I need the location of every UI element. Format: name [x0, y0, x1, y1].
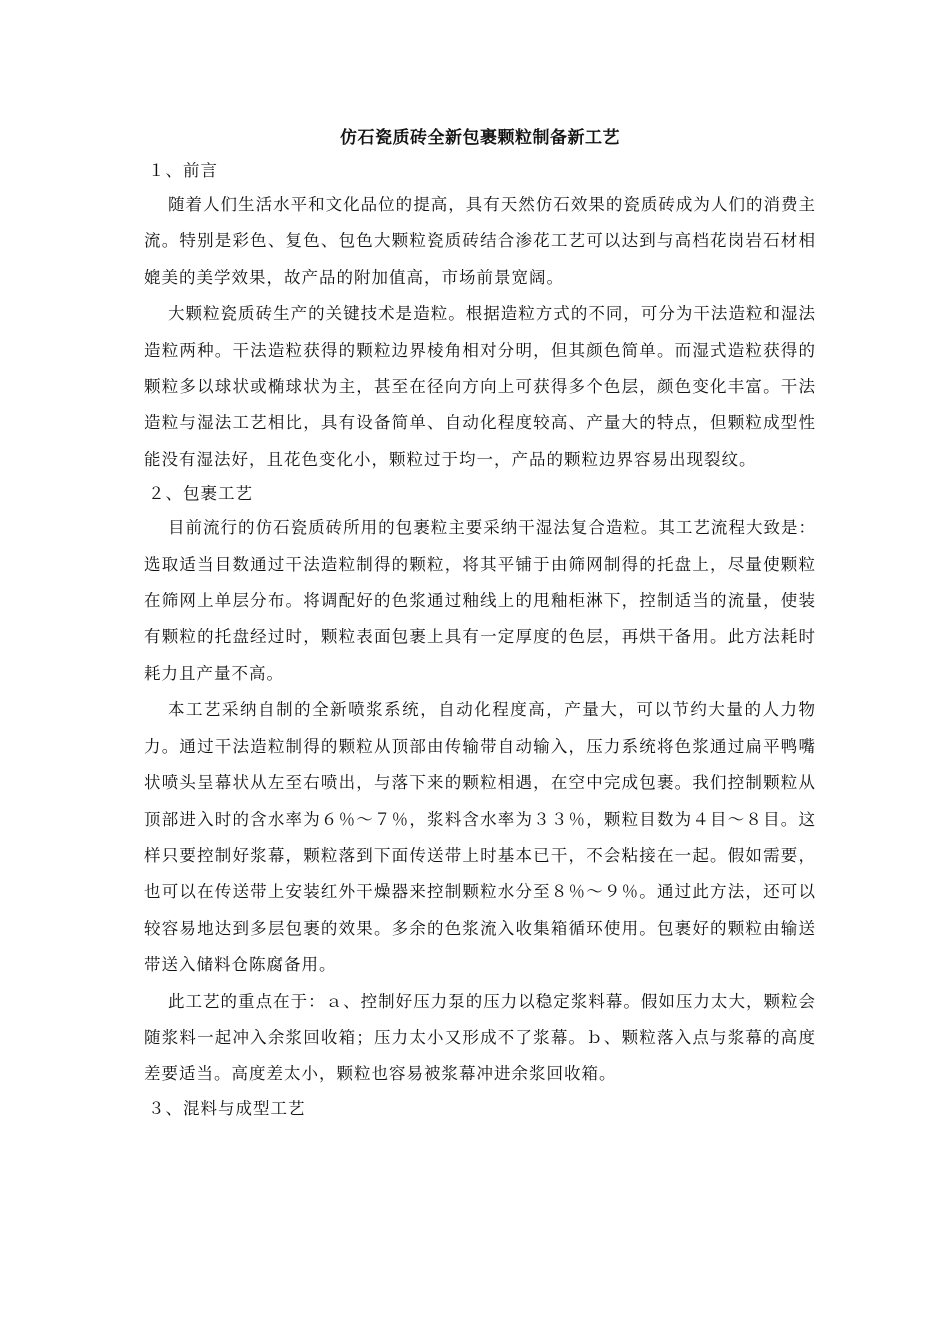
- section-heading-preface: １、前言: [148, 161, 218, 180]
- paragraph: 本工艺采纳自制的全新喷浆系统，自动化程度高，产量大，可以节约大量的人力物力。通过干法造粒制得的颗粒从顶部由传输带自动输入，压力系统将色浆通过扁平鸭嘴状喷头呈幕状从左至右喷出，与落下来的颗粒相遇，在空中完成包裹。我们控制颗粒从顶部进入时的含水率为６％～７％，浆料含水率为３３％，颗粒目数为４目～８目。这样只要控制好浆幕，颗粒落到下面传送带上时基本已干，不会粘接在一起。假如需要，也可以在传送带上安装红外干燥器来控制颗粒水分至８％～９％。通过此方法，还可以较容易地达到多层包裹的效果。多余的色浆流入收集箱循环使用。包裹好的颗粒由输送带送入储料仓陈腐备用。: [144, 700, 816, 975]
- document-body: [144, 121, 816, 1125]
- paragraph: 大颗粒瓷质砖生产的关键技术是造粒。根据造粒方式的不同，可分为干法造粒和湿法造粒两种。干法造粒获得的颗粒边界棱角相对分明，但其颜色简单。而湿式造粒获得的颗粒多以球状或椭球状为主，甚至在径向方向上可获得多个色层，颜色变化丰富。干法造粒与湿法工艺相比，具有设备简单、自动化程度较高、产量大的特点，但颗粒成型性能没有湿法好，且花色变化小，颗粒过于均一，产品的颗粒边界容易出现裂纹。: [144, 304, 816, 469]
- paragraph: 随着人们生活水平和文化品位的提高，具有天然仿石效果的瓷质砖成为人们的消费主流。特别是彩色、复色、包色大颗粒瓷质砖结合渗花工艺可以达到与高档花岗岩石材相媲美的美学效果，故产品的附加值高，市场前景宽阔。: [144, 195, 816, 287]
- section-heading-mixing-forming: ３、混料与成型工艺: [148, 1098, 306, 1118]
- paragraph: 此工艺的重点在于：ａ、控制好压力泵的压力以稳定浆料幕。假如压力太大，颗粒会随浆料一起冲入余浆回收箱；压力太小又形成不了浆幕。ｂ、颗粒落入点与浆幕的高度差要适当。高度差太小，颗粒也容易被浆幕冲进余浆回收箱。: [144, 991, 816, 1084]
- paragraph: 目前流行的仿石瓷质砖所用的包裹粒主要采纳干湿法复合造粒。其工艺流程大致是：选取适当目数通过干法造粒制得的颗粒，将其平铺于由筛网制得的托盘上，尽量使颗粒在筛网上单层分布。将调配好的色浆通过釉线上的甩釉柜淋下，控制适当的流量，使装有颗粒的托盘经过时，颗粒表面包裹上具有一定厚度的色层，再烘干备用。此方法耗时耗力且产量不高。: [144, 518, 816, 683]
- section-heading-coating-process: ２、包裹工艺: [148, 484, 253, 504]
- document-title: 仿石瓷质砖全新包裹颗粒制备新工艺: [340, 128, 620, 148]
